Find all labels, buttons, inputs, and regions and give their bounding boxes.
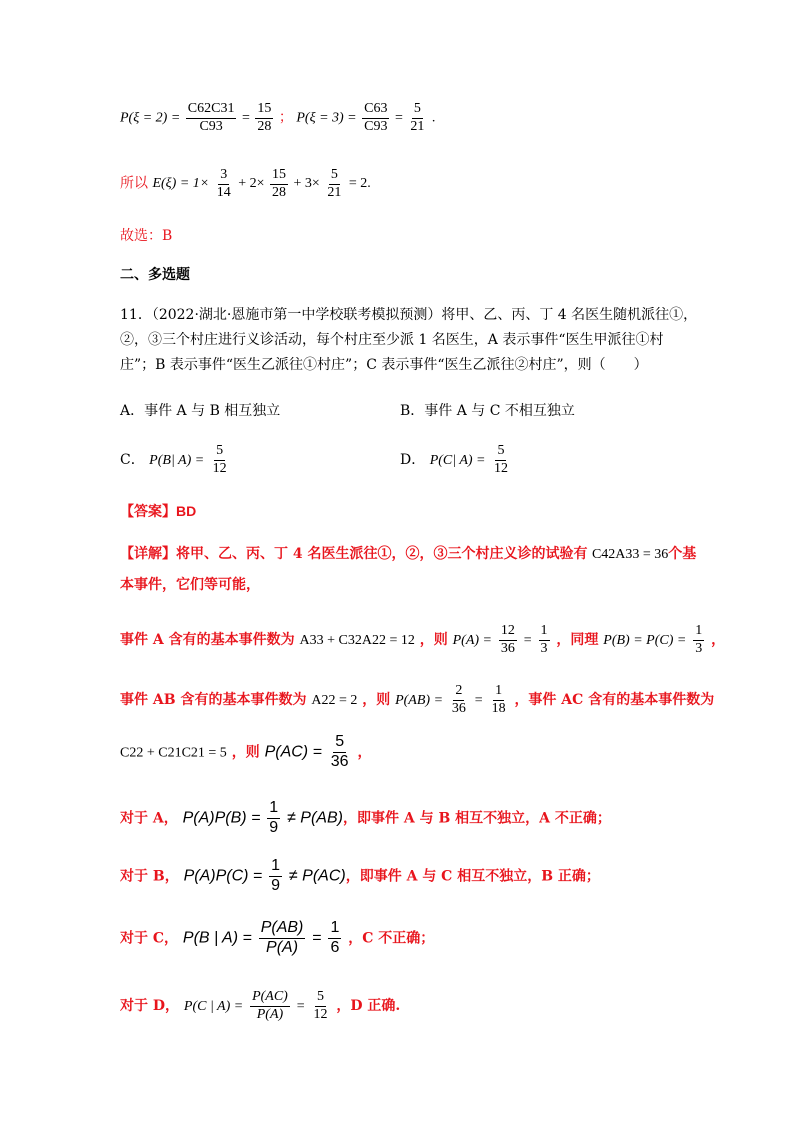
explain-text: 对于 C， xyxy=(120,930,179,947)
math-expr: A33 + C32A22 = 12 xyxy=(299,633,415,649)
fraction xyxy=(269,858,282,895)
explain-line-d xyxy=(120,990,400,1022)
numerator: 15 xyxy=(270,168,288,185)
fraction xyxy=(312,990,330,1022)
fraction xyxy=(693,624,704,656)
denominator: 18 xyxy=(491,700,506,716)
denominator: C93 xyxy=(199,118,223,134)
explain-text: 对于 B， xyxy=(120,868,179,885)
math-expr: P(B) = P(C) = xyxy=(603,633,687,649)
period: . xyxy=(431,110,436,126)
fraction xyxy=(267,800,280,837)
section-title: 二、多选题 xyxy=(120,267,190,283)
math-expr: P(AB) = xyxy=(395,693,444,709)
numerator: 5 xyxy=(315,990,326,1007)
fraction xyxy=(255,102,273,134)
numerator: 15 xyxy=(255,102,273,119)
denominator: C93 xyxy=(364,118,388,134)
explain-text: ，则 xyxy=(362,692,391,709)
denominator: P(A) xyxy=(266,938,299,956)
fraction xyxy=(329,734,351,771)
answer-label: 【答案】 xyxy=(120,504,176,520)
denominator: 36 xyxy=(500,640,515,656)
math-expr: P(B | A) = xyxy=(182,929,252,947)
fraction xyxy=(211,444,229,476)
explain-text: ， xyxy=(357,744,372,761)
fraction xyxy=(492,444,510,476)
explain-text: 个基 xyxy=(668,546,697,562)
fraction xyxy=(328,920,341,957)
math-expr: C22 + C21C21 = 5 xyxy=(120,745,227,761)
option-b: B．事件 A 与 C 不相互独立 xyxy=(400,403,575,419)
denominator: 36 xyxy=(451,700,466,716)
answer-line xyxy=(120,504,196,519)
numerator: 1 xyxy=(267,800,280,819)
numerator: 1 xyxy=(269,858,282,877)
numerator: 1 xyxy=(493,684,504,701)
option-label: C． xyxy=(120,452,145,469)
numerator: 2 xyxy=(453,684,464,701)
question-line-2: ②，③三个村庄进行义诊活动，每个村庄至少派 1 名医生，A 表示事件“医生甲派往①村 xyxy=(120,332,664,348)
fraction xyxy=(250,990,290,1022)
fraction xyxy=(539,624,550,656)
expr-part: + 2× xyxy=(238,176,265,192)
explain-text: 事件 A 含有的基本事件数为 xyxy=(120,632,295,649)
equals: = xyxy=(394,110,403,126)
numerator: 1 xyxy=(539,624,550,641)
question-line-3: 庄”；B 表示事件“医生乙派往①村庄”；C 表示事件“医生乙派往②村庄”，则（ ） xyxy=(120,357,648,373)
fraction xyxy=(362,102,389,134)
fraction xyxy=(490,684,508,716)
option-expr: P(B| A) = xyxy=(149,453,205,469)
math-expr: P(A)P(B) = xyxy=(182,809,261,827)
option-d xyxy=(400,444,512,476)
equals: = xyxy=(241,110,250,126)
numerator: 5 xyxy=(412,102,423,119)
explain-label: 【详解】 xyxy=(120,546,176,562)
explain-line-2: 本事件，它们等可能， xyxy=(120,577,260,593)
math-expr: ≠ P(AC) xyxy=(288,867,346,885)
fraction xyxy=(325,168,343,200)
expectation-line xyxy=(120,168,371,200)
numerator: 1 xyxy=(328,920,341,939)
equals: = xyxy=(523,633,532,649)
explain-text: 对于 D， xyxy=(120,998,180,1015)
option-label: D． xyxy=(400,452,426,469)
equals: = xyxy=(296,999,305,1015)
explain-text: 事件 AB 含有的基本事件数为 xyxy=(120,692,307,709)
numerator: 5 xyxy=(333,734,346,753)
answer-value: BD xyxy=(176,503,197,519)
numerator: C63 xyxy=(362,102,389,119)
so-text: 所以 xyxy=(120,175,148,192)
denominator: 9 xyxy=(269,818,279,836)
explain-line-5 xyxy=(120,734,371,771)
numerator: 1 xyxy=(693,624,704,641)
explain-text: ，D 正确. xyxy=(336,998,401,1015)
explain-text: ，即事件 A 与 B 相互不独立，A 不正确； xyxy=(342,810,611,827)
math-expr: A22 = 2 xyxy=(311,693,358,709)
numerator: P(AB) xyxy=(259,920,306,939)
explain-line-1 xyxy=(120,547,696,562)
numerator: 12 xyxy=(499,624,517,641)
denominator: 3 xyxy=(540,640,548,656)
math-expr: C42A33 = 36 xyxy=(591,547,669,562)
denominator: 9 xyxy=(271,876,281,894)
denominator: 12 xyxy=(313,1006,328,1022)
option-a: A．事件 A 与 B 相互独立 xyxy=(120,403,281,419)
fraction xyxy=(215,168,233,200)
math-expr: P(AC) = xyxy=(264,743,322,761)
p-xi-3-label: P(ξ = 3) = xyxy=(296,110,357,126)
prob-formula-line xyxy=(120,102,435,134)
numerator: 5 xyxy=(495,444,506,461)
explain-text: ，即事件 A 与 C 相互不独立，B 正确； xyxy=(345,868,600,885)
fraction xyxy=(186,102,237,134)
explain-line-b xyxy=(120,858,600,895)
fraction xyxy=(450,684,468,716)
denominator: 21 xyxy=(410,118,425,134)
question-line-1: 11．（2022·湖北·恩施市第一中学校联考模拟预测）将甲、乙、丙、丁 4 名医生随机派往①， xyxy=(120,307,698,323)
fraction xyxy=(408,102,426,134)
option-c xyxy=(120,444,231,476)
denominator: 21 xyxy=(327,184,342,200)
denominator: 3 xyxy=(695,640,703,656)
denominator: 28 xyxy=(272,184,287,200)
equals: = xyxy=(312,929,322,947)
numerator: P(AC) xyxy=(250,990,290,1007)
explain-text: ， xyxy=(711,632,726,649)
explain-line-a xyxy=(120,800,611,837)
expectation-expr xyxy=(152,167,371,200)
explain-text: ，事件 AC 含有的基本事件数为 xyxy=(514,692,715,709)
denominator: 14 xyxy=(216,184,231,200)
expr-part: E(ξ) = 1× xyxy=(152,176,210,192)
math-expr: ≠ P(AB) xyxy=(287,809,343,827)
explain-line-3 xyxy=(120,624,725,656)
denominator: 36 xyxy=(330,752,349,770)
explain-text: 将甲、乙、丙、丁 4 名医生派往①，②，③三个村庄义诊的试验有 xyxy=(176,546,588,562)
denominator: 6 xyxy=(330,938,340,956)
numerator: 3 xyxy=(218,168,229,185)
choose-answer: 故选：B xyxy=(120,228,173,244)
explain-text: 对于 A， xyxy=(120,810,178,827)
explain-text: ，则 xyxy=(231,744,260,761)
explain-text: ，同理 xyxy=(556,632,599,649)
denominator: P(A) xyxy=(256,1006,284,1022)
expr-part: = 2. xyxy=(348,176,371,192)
denominator: 12 xyxy=(212,460,227,476)
option-expr: P(C| A) = xyxy=(429,453,486,469)
explain-line-4 xyxy=(120,684,714,716)
fraction xyxy=(259,920,306,957)
explain-line-c xyxy=(120,920,434,957)
math-expr: P(A) = xyxy=(452,633,492,649)
denominator: 28 xyxy=(257,118,272,134)
fraction xyxy=(270,168,288,200)
expr-part: + 3× xyxy=(293,176,320,192)
math-expr: P(C | A) = xyxy=(183,999,244,1015)
math-expr: P(A)P(C) = xyxy=(183,867,263,885)
explain-text: ，则 xyxy=(419,632,448,649)
denominator: 12 xyxy=(493,460,508,476)
numerator: 5 xyxy=(329,168,340,185)
equals: = xyxy=(474,693,483,709)
p-xi-2-label: P(ξ = 2) = xyxy=(120,110,181,126)
separator: ； xyxy=(278,110,293,126)
numerator: 5 xyxy=(214,444,225,461)
fraction xyxy=(499,624,517,656)
numerator: C62C31 xyxy=(186,102,237,119)
explain-text: ，C 不正确； xyxy=(348,930,435,947)
